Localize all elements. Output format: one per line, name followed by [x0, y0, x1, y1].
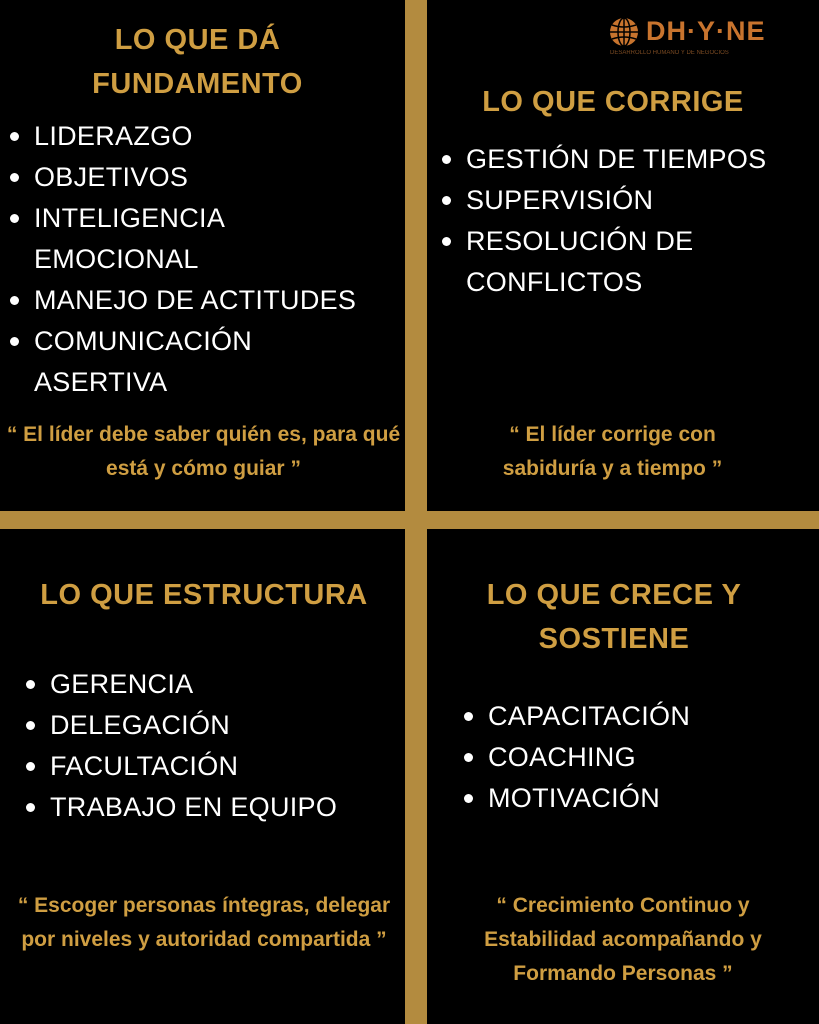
q2-title: LO QUE CORRIGE — [482, 86, 744, 118]
globe-icon — [608, 16, 640, 48]
q3-list — [24, 664, 399, 828]
list-item: TRABAJO EN EQUIPO — [24, 787, 399, 828]
list-item: COMUNICACIÓN ASERTIVA — [8, 321, 304, 403]
list-item: DELEGACIÓN — [24, 705, 399, 746]
q2-quote: “ El líder corrige con sabiduría y a tiempo ” — [502, 423, 723, 480]
q4-quote: “ Crecimiento Continuo y Estabilidad acompañando y Formando Personas ” — [484, 894, 762, 985]
q1-title: LO QUE DÁ FUNDAMENTO — [92, 24, 303, 100]
list-item: INTELIGENCIA EMOCIONAL — [8, 198, 264, 280]
list-item: COACHING — [462, 737, 802, 778]
list-item: MANEJO DE ACTITUDES — [8, 280, 403, 321]
q4-title: LO QUE CRECE Y SOSTIENE — [486, 579, 742, 655]
list-item: OBJETIVOS — [8, 157, 403, 198]
q4-list — [462, 696, 802, 819]
q1-list — [8, 116, 403, 403]
q1-quote: “ El líder debe saber quién es, para qué está y cómo guiar ” — [6, 423, 401, 480]
list-item: MOTIVACIÓN — [462, 778, 802, 819]
list-item: RESOLUCIÓN DE CONFLICTOS — [440, 221, 736, 303]
list-item: LIDERAZGO — [8, 116, 403, 157]
q3-quote: “ Escoger personas íntegras, delegar por niveles y autoridad compartida ” — [17, 894, 391, 951]
list-item: FACULTACIÓN — [24, 746, 399, 787]
logo-wordmark: DH·Y·NE — [646, 16, 766, 46]
horizontal-divider — [0, 511, 819, 529]
list-item: GERENCIA — [24, 664, 399, 705]
list-item: CAPACITACIÓN — [462, 696, 802, 737]
list-item: SUPERVISIÓN — [440, 180, 815, 221]
list-item: GESTIÓN DE TIEMPOS — [440, 139, 815, 180]
brand-logo — [608, 14, 808, 62]
q3-title: LO QUE ESTRUCTURA — [40, 579, 368, 611]
logo-tagline: DESARROLLO HUMANO Y DE NEGOCIOS — [610, 50, 729, 56]
q2-list — [440, 139, 815, 303]
